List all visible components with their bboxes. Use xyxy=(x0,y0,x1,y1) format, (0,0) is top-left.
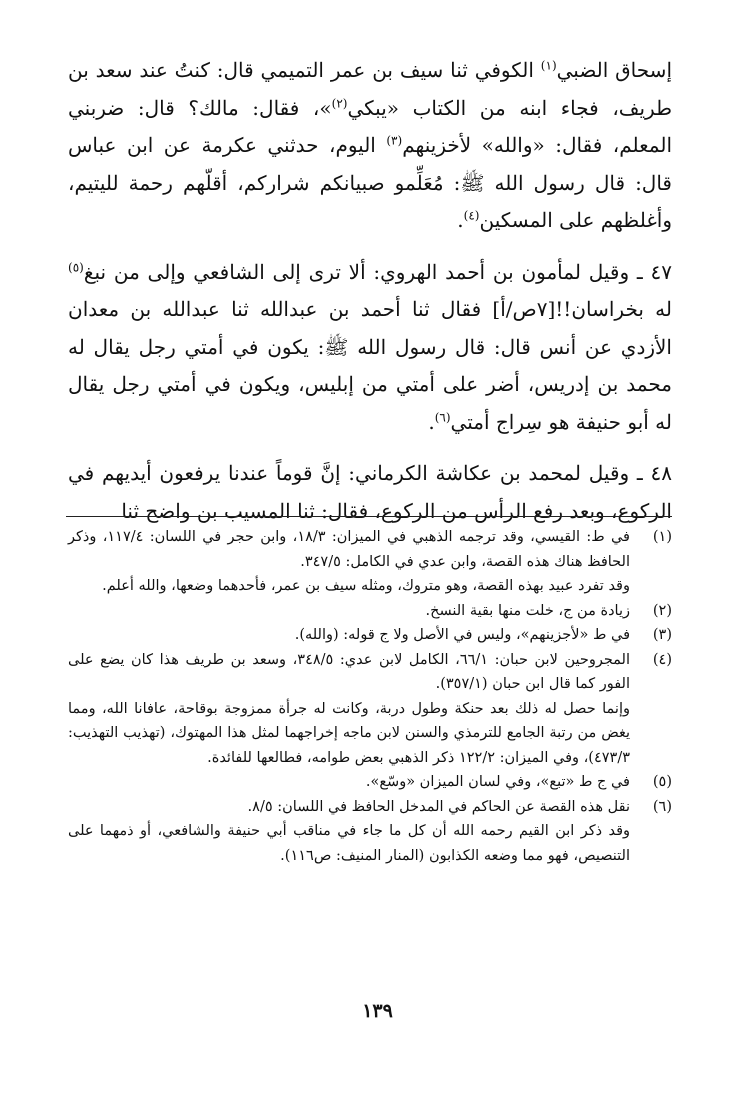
footnote-text: في ط: القيسي، وقد ترجمه الذهبي في الميزان: ١٨/٣، وابن حجر في اللسان: ١١٧/٤، وذكر الحافظ هناك هذه القصة، وابن عدي في الكامل: ٣٤٧/٥. xyxy=(68,529,630,570)
footnote-5 xyxy=(68,770,672,795)
text-run: . xyxy=(457,208,464,232)
footnote-divider xyxy=(66,516,672,517)
footnote-number: (٣) xyxy=(652,627,672,643)
paragraph-46-continuation xyxy=(68,52,672,240)
text-run: ٤٨ ـ وقيل لمحمد بن عكاشة الكرماني: إنَّ قوماً عندنا يرفعون أيديهم في الركوع، وبعد رفع الرأس من الركوع، فقال: ثنا المسيب بن واضح ثنا xyxy=(68,461,672,523)
footnote-number: (٦) xyxy=(652,798,672,815)
paragraph-47 xyxy=(68,254,672,442)
text-run: »، فقال: مالك؟ قال: ضربني المعلم، فقال: «والله» لأخزينهم xyxy=(68,95,672,157)
footnote-1 xyxy=(68,525,672,599)
footnote-text: وإنما حصل له ذلك بعد حنكة وطول دربة، وكانت له جرأة ممزوجة بوقاحة، عافانا الله، ومما يغض من رتبة الجامع للترمذي والسنن لابن ماجه إخراجهما لمثل هذا المهتوك، (تهذيب التهذيب: ٤٧٣/٣)، وفي الميزان: ١٢٢/٢ ذكر الذهبي بعض طوامه، فطالعها للفائدة. xyxy=(68,700,630,766)
text-run: . xyxy=(428,409,435,434)
footnote-2 xyxy=(68,599,672,624)
footnote-ref-3: (٣) xyxy=(386,133,403,148)
text-run: اليوم، حدثني عكرمة عن ابن عباس قال: قال رسول الله ﷺ: مُعَلِّمو صبيانكم شراركم، أقلّهم رحمة لليتيم، وأغلظهم على المسكين xyxy=(68,133,672,232)
footnote-text: في ج ط «تبع»، وفي لسان الميزان «وسّع». xyxy=(365,774,630,790)
paragraph-48 xyxy=(68,455,672,530)
footnote-text: وقد تفرد عبيد بهذه القصة، وهو متروك، ومثله سيف بن عمر، فأحدهما وضعها، والله أعلم. xyxy=(102,578,630,594)
footnote-text: في ط «لأجزينهم»، وليس في الأصل ولا ج قوله: (والله). xyxy=(294,627,630,643)
footnote-6 xyxy=(68,795,672,869)
main-text xyxy=(68,52,672,530)
footnote-text: وقد ذكر ابن القيم رحمه الله أن كل ما جاء في مناقب أبي حنيفة والشافعي، أو ذمهما على التنصيص، فهو مما وضعه الكذابون (المنار المنيف: ص١١٦). xyxy=(68,823,630,864)
footnote-ref-5: (٥) xyxy=(68,259,84,274)
footnotes xyxy=(68,525,672,868)
footnote-number: (١) xyxy=(652,529,672,545)
footnote-ref-1: (١) xyxy=(540,58,557,73)
footnote-3 xyxy=(68,623,672,648)
text-run: الكوفي ثنا سيف بن عمر التميمي قال: كنتُ عند سعد بن طريف، فجاء ابنه من الكتاب «يبكي xyxy=(68,58,672,120)
footnote-text: المجروحين لابن حبان: ٦٦/١، الكامل لابن عدي: ٣٤٨/٥، وسعد بن طريف هذا كان يضع على الفور كما قال ابن حبان (٣٥٧/١). xyxy=(68,651,631,692)
footnote-number: (٤) xyxy=(652,651,672,668)
text-run: ٤٧ ـ وقيل لمأمون بن أحمد الهروي: ألا ترى إلى الشافعي وإلى من نبغ xyxy=(83,259,672,284)
footnote-ref-6: (٦) xyxy=(434,409,451,424)
footnote-ref-2: (٢) xyxy=(331,95,348,110)
footnote-text: زيادة من ج، خلت منها بقية النسخ. xyxy=(425,602,630,619)
footnote-ref-4: (٤) xyxy=(463,208,480,223)
footnote-4 xyxy=(68,648,672,771)
text-run: إسحاق الضبي xyxy=(556,58,672,82)
text-run: له بخراسان!![٧ص/أ] فقال ثنا أحمد بن عبدالله ثنا عبدالله بن معدان الأزدي عن أنس قال: قال رسول الله ﷺ: يكون في أمتي رجل يقال له محمد بن إدريس، أضر على أمتي من إبليس، ويكون في أمتي رجل يقال له أبو حنيفة هو سِراج أمتي xyxy=(68,297,672,434)
footnote-number: (٢) xyxy=(652,602,672,619)
page-number: ١٣٩ xyxy=(362,1000,393,1022)
footnote-text: نقل هذه القصة عن الحاكم في المدخل الحافظ في اللسان: ٨/٥. xyxy=(247,798,630,815)
footnote-number: (٥) xyxy=(652,774,672,790)
